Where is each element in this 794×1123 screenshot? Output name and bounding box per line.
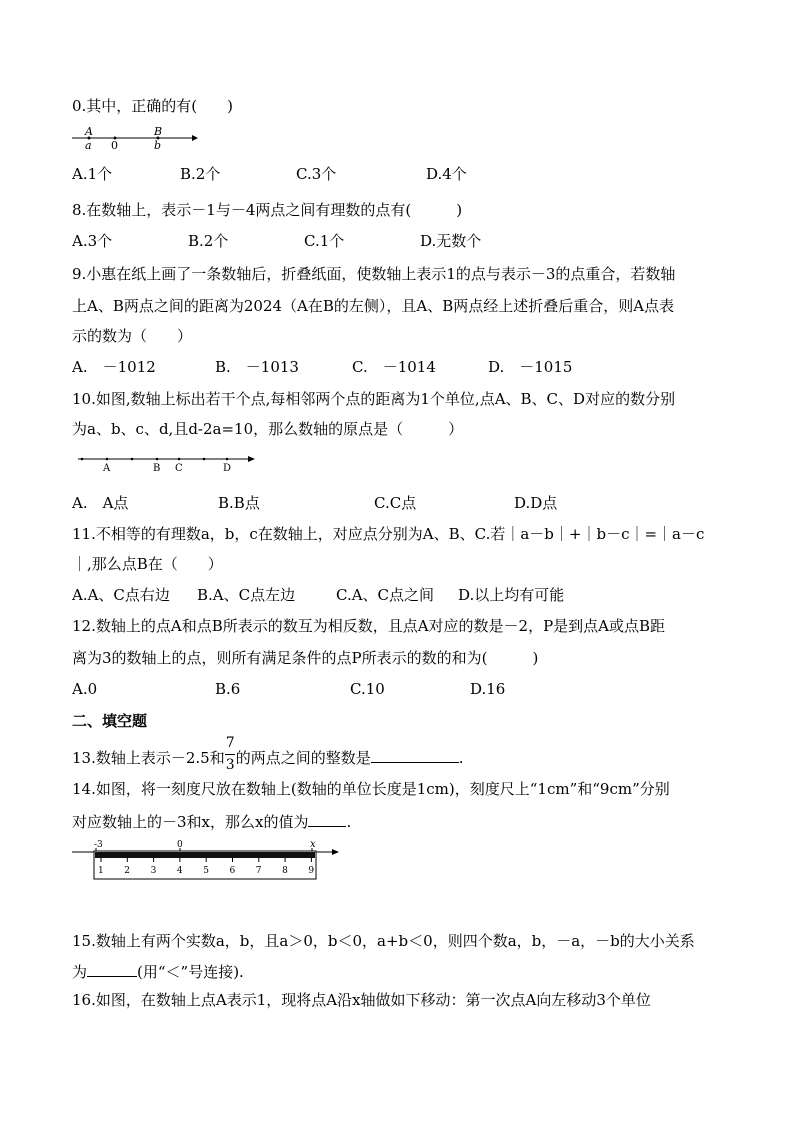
q15-stem-line-1: 15.数轴上有两个实数a，b，且a＞0，b＜0，a+b＜0，则四个数a，b，－a，－b的大小关系 [72, 932, 695, 950]
q7-option-c[interactable]: C.3个 [296, 165, 337, 183]
q10-label-C: C [175, 463, 183, 474]
q9-stem-line-1: 9.小惠在纸上画了一条数轴后，折叠纸面，使数轴上表示1的点与表示－3的点重合，若数轴 [72, 265, 676, 283]
q14-stem-line-1: 14.如图，将一刻度尺放在数轴上(数轴的单位长度是1cm)，刻度尺上“1cm”和“9cm”分别 [72, 780, 670, 798]
q15-text-pre: 为 [72, 963, 88, 981]
q10-option-d[interactable]: D.D点 [514, 494, 558, 512]
q14-ruler-label-5: 5 [203, 866, 209, 876]
q15-stem-line-2 [72, 962, 244, 981]
q14-ruler-label-3: 3 [150, 866, 157, 876]
section-heading-fill-in: 二、填空题 [72, 712, 148, 730]
q12-option-a[interactable]: A.0 [72, 680, 98, 698]
q8-option-b[interactable]: B.2个 [188, 232, 229, 250]
q13-text-post: 的两点之间的整数是 [235, 749, 371, 767]
q7-option-b[interactable]: B.2个 [180, 165, 221, 183]
q10-option-b[interactable]: B.B点 [218, 494, 260, 512]
q14-axis-label-x: x [310, 839, 316, 850]
q14-ruler-label-2: 2 [124, 866, 131, 876]
q8-option-d[interactable]: D.无数个 [420, 232, 482, 250]
q8-option-a[interactable]: A.3个 [72, 232, 113, 250]
q12-option-c[interactable]: C.10 [350, 680, 385, 698]
q15-answer-blank[interactable] [87, 962, 137, 977]
q14-axis-label-neg3: -3 [94, 840, 103, 850]
q10-label-B: B [153, 463, 161, 474]
q14-stem-line-2-text: 对应数轴上的－3和x，那么x的值为 [72, 813, 309, 831]
q11-option-c[interactable]: C.A、C点之间 [336, 586, 435, 604]
q7-label-b: b [154, 139, 162, 152]
q15-text-post: (用“＜”号连接). [137, 963, 244, 981]
q10-stem-line-2: 为a、b、c、d,且d-2a=10，那么数轴的原点是（ ） [72, 420, 464, 438]
q11-stem-line-2: ｜,那么点B在（ ） [72, 555, 223, 573]
q9-option-a[interactable]: A. －1012 [72, 358, 156, 376]
q10-label-D: D [223, 463, 232, 474]
q14-ruler-label-9: 9 [308, 866, 315, 876]
q10-option-a[interactable]: A. A点 [72, 494, 129, 512]
q14-stem-line-2 [72, 812, 351, 831]
q7-label-A: A [85, 125, 93, 138]
q14-ruler-label-7: 7 [255, 866, 262, 876]
q14-answer-blank[interactable] [308, 812, 346, 827]
q12-stem-line-1: 12.数轴上的点A和点B所表示的数互为相反数，且点A对应的数是－2，P是到点A或点B距 [72, 617, 666, 635]
q10-option-c[interactable]: C.C点 [374, 494, 417, 512]
q10-label-A: A [103, 463, 111, 474]
q9-option-d[interactable]: D. －1015 [488, 358, 573, 376]
q7-number-line-figure [70, 124, 200, 150]
q10-stem-line-1: 10.如图,数轴上标出若干个点,每相邻两个点的距离为1个单位,点A、B、C、D对应的数分别 [72, 390, 676, 408]
q11-option-d[interactable]: D.以上均有可能 [458, 586, 565, 604]
q12-option-d[interactable]: D.16 [470, 680, 506, 698]
q7-option-d[interactable]: D.4个 [426, 165, 467, 183]
q9-option-c[interactable]: C. －1014 [352, 358, 436, 376]
q13-end: . [458, 749, 464, 767]
q9-stem-line-2: 上A、B两点之间的距离为2024（A在B的左侧），且A、B两点经上述折叠后重合，则A点表 [72, 297, 675, 315]
q12-stem-line-2: 离为3的数轴上的点，则所有满足条件的点P所表示的数的和为( ) [72, 649, 539, 667]
q7-label-0: 0 [111, 139, 118, 152]
q13-text-pre: 13.数轴上表示－2.5和 [72, 749, 225, 767]
q14-ruler-figure [72, 838, 344, 880]
q14-axis-label-0: 0 [177, 840, 183, 850]
q8-option-c[interactable]: C.1个 [304, 232, 345, 250]
q14-ruler-label-8: 8 [282, 866, 288, 876]
q14-ruler-label-4: 4 [176, 866, 183, 876]
q16-stem-line-1: 16.如图，在数轴上点A表示1，现将点A沿x轴做如下移动：第一次点A向左移动3个单位 [72, 991, 651, 1009]
q14-end: . [346, 813, 352, 831]
q13-fraction-numerator: 7 [225, 735, 235, 751]
q14-ruler-label-1: 1 [98, 866, 104, 876]
q7-label-B: B [154, 125, 163, 138]
q7-label-a: a [85, 139, 92, 152]
q9-stem-line-3: 示的数为（ ） [72, 327, 193, 345]
q7-option-a[interactable]: A.1个 [72, 165, 113, 183]
q14-ruler-label-6: 6 [229, 866, 236, 876]
q11-option-a[interactable]: A.A、C点右边 [72, 586, 170, 604]
q12-option-b[interactable]: B.6 [215, 680, 241, 698]
q13-stem [72, 735, 464, 773]
q10-number-line-figure [78, 450, 260, 476]
q8-stem: 8.在数轴上，表示－1与－4两点之间有理数的点有( ) [72, 201, 463, 219]
q7-stem-tail: 0.其中，正确的有( ) [72, 97, 234, 115]
q9-option-b[interactable]: B. －1013 [215, 358, 299, 376]
q11-option-b[interactable]: B.A、C点左边 [197, 586, 296, 604]
q13-fraction-denominator: 3 [225, 757, 235, 773]
q13-fraction [225, 735, 236, 773]
q11-stem-line-1: 11.不相等的有理数a，b，c在数轴上，对应点分别为A、B、C.若｜a－b｜+｜b－c｜=｜a－c [72, 525, 705, 543]
q13-answer-blank[interactable] [371, 748, 459, 763]
